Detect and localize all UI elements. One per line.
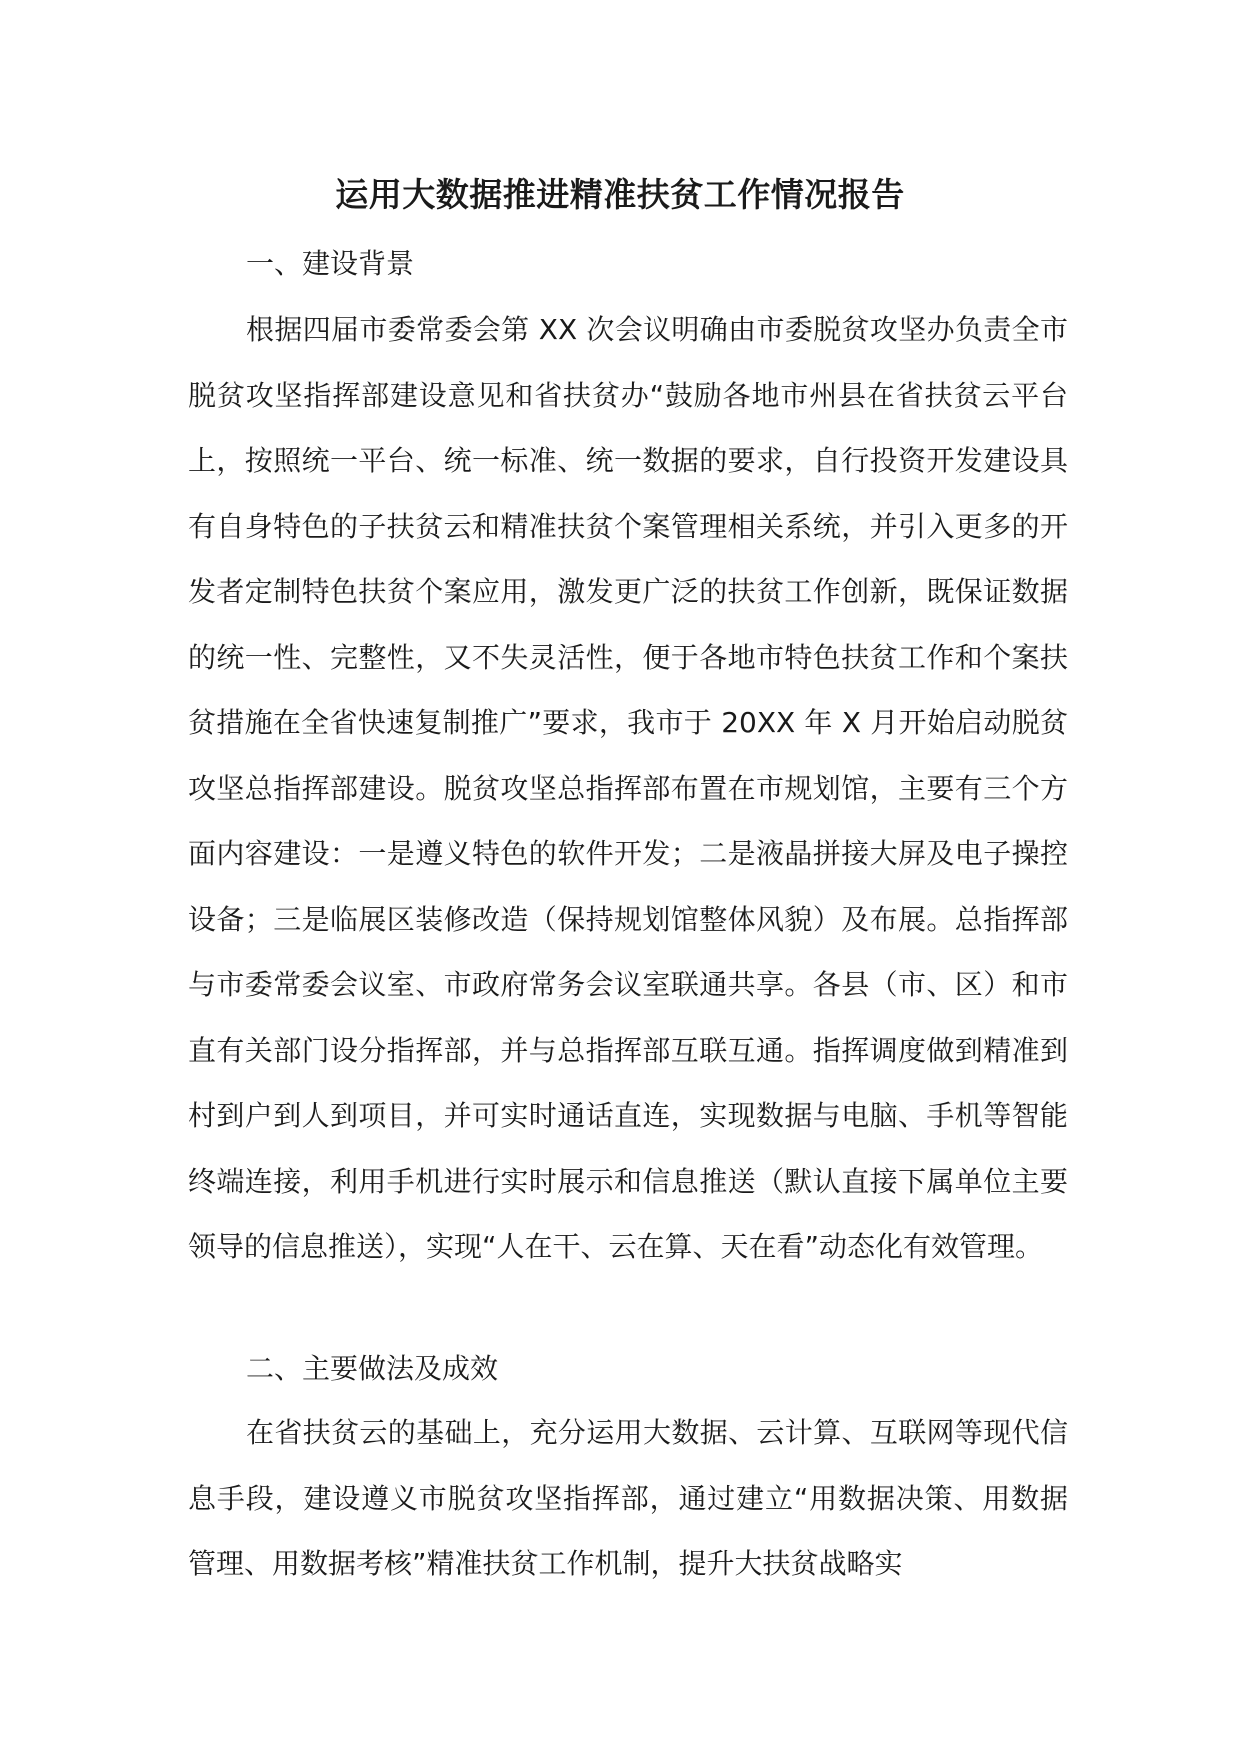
section-paragraph-background: 根据四届市委常委会第 XX 次会议明确由市委脱贫攻坚办负责全市脱贫攻坚指挥部建设意见和省扶贫办“鼓励各地市州县在省扶贫云平台上，按照统一平台、统一标准、统一数据的要求，自行投资开发建设具有自身特色的子扶贫云和精准扶贫个案管理相关系统，并引入更多的开发者定制特色扶贫个案应用，激发更广泛的扶贫工作创新，既保证数据的统一性、完整性，又不失灵活性，便于各地市特色扶贫工作和个案扶贫措施在全省快速复制推广”要求，我市于 20XX 年 X 月开始启动脱贫攻坚总指挥部建设。脱贫攻坚总指挥部布置在市规划馆，主要有三个方面内容建设：一是遵义特色的软件开发；二是液晶拼接大屏及电子操控设备；三是临展区装修改造（保持规划馆整体风貌）及布展。总指挥部与市委常委会议室、市政府常务会议室联通共享。各县（市、区）和市直有关部门设分指挥部，并与总指挥部互联互通。指挥调度做到精准到村到户到人到项目，并可实时通话直连，实现数据与电脑、手机等智能终端连接，利用手机进行实时展示和信息推送（默认直接下属单位主要领导的信息推送），实现“人在干、云在算、天在看”动态化有效管理。 xyxy=(188,313,1068,1263)
section-heading-practices: 二、主要做法及成效 xyxy=(246,1352,499,1385)
section-heading-background: 一、建设背景 xyxy=(246,247,415,280)
document-title: 运用大数据推进精准扶贫工作情况报告 xyxy=(335,175,905,214)
section-paragraph-practices: 在省扶贫云的基础上，充分运用大数据、云计算、互联网等现代信息手段，建设遵义市脱贫攻坚指挥部，通过建立“用数据决策、用数据管理、用数据考核”精准扶贫工作机制，提升大扶贫战略实 xyxy=(188,1416,1068,1580)
